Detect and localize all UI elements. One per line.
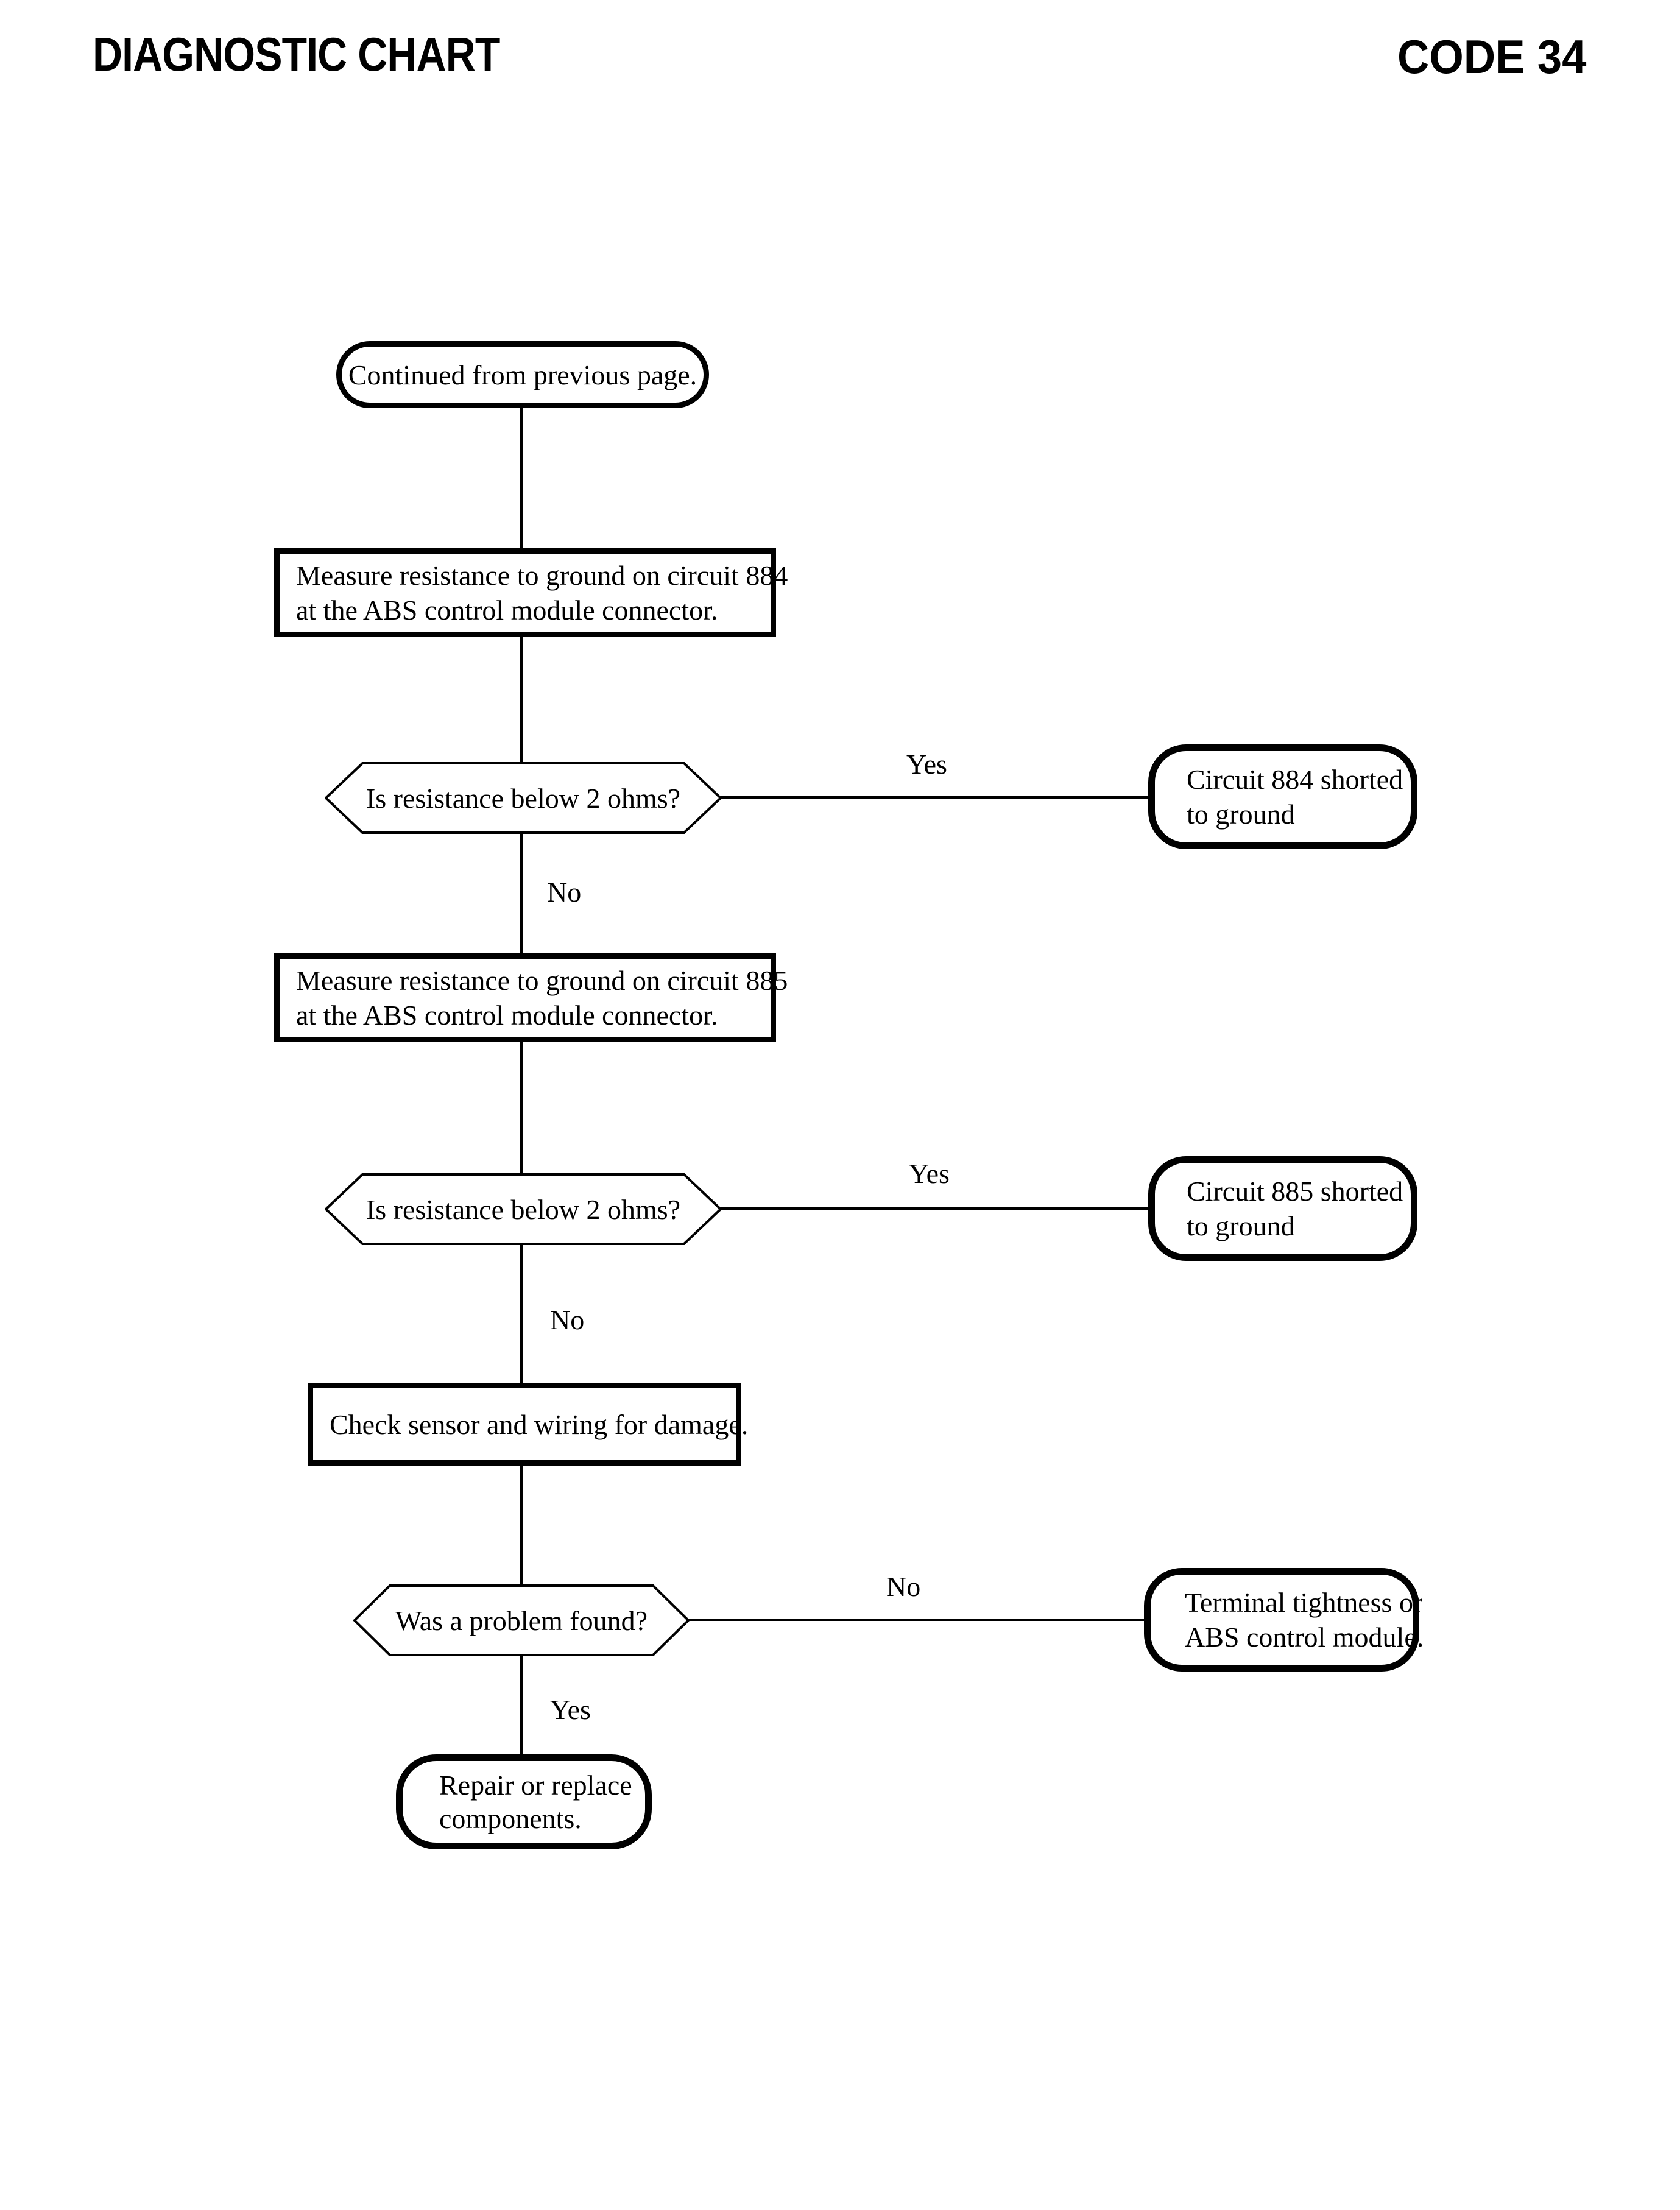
decision-884-question: Is resistance below 2 ohms? [365,782,681,814]
result-terminal-line1: Terminal tightness or [1185,1587,1423,1618]
result-shorted-885 [1148,1156,1417,1261]
no-label-885: No [550,1304,585,1335]
decision-884-hexagon [325,761,722,835]
start-terminator [336,341,709,408]
end-terminator-repair [396,1754,652,1849]
process-measure-885 [274,953,788,1042]
end-terminator-line1: Repair or replace [439,1770,632,1801]
edge-decisionproblem-yes [520,1656,523,1756]
process-measure-884 [274,548,788,637]
yes-label-885: Yes [909,1158,950,1189]
process-measure-884-line1: Measure resistance to ground on circuit 884 [296,560,788,591]
edge-check-to-decisionproblem [520,1464,523,1586]
code-label: CODE 34 [1397,30,1587,83]
no-label-problem: No [886,1571,921,1602]
process-check-wiring [308,1383,749,1466]
process-measure-885-line2: at the ABS control module connector. [296,1000,718,1031]
result-shorted-885-line1: Circuit 885 shorted [1187,1176,1403,1207]
result-shorted-885-line2: to ground [1187,1210,1295,1241]
page-title: DIAGNOSTIC CHART [93,27,500,81]
result-terminal-tightness [1144,1568,1424,1672]
result-shorted-884-line1: Circuit 884 shorted [1187,764,1403,795]
yes-label-884: Yes [906,749,947,780]
edge-measure885-to-decision885 [520,1041,523,1175]
process-check-wiring-text: Check sensor and wiring for damage. [330,1408,749,1440]
result-shorted-884 [1148,744,1417,849]
start-terminator-text: Continued from previous page. [348,359,697,390]
process-measure-884-line2: at the ABS control module connector. [296,595,718,626]
edge-decision885-yes [721,1207,1148,1210]
decision-problem-hexagon [353,1584,690,1657]
edge-start-to-measure884 [520,407,523,552]
process-measure-885-line1: Measure resistance to ground on circuit 885 [296,965,788,996]
edge-decision885-no [520,1244,523,1385]
end-terminator-line2: components. [439,1803,582,1834]
no-label-884: No [547,877,582,908]
decision-885-hexagon [325,1173,722,1246]
edge-decision884-no [520,833,523,955]
decision-885-question: Is resistance below 2 ohms? [365,1193,681,1225]
result-shorted-884-line2: to ground [1187,799,1295,830]
edge-decisionproblem-no [688,1619,1144,1621]
edge-decision884-yes [721,796,1148,799]
yes-label-problem: Yes [550,1694,591,1725]
result-terminal-line2: ABS control module. [1185,1622,1424,1653]
decision-problem-question: Was a problem found? [395,1605,648,1636]
edge-measure884-to-decision884 [520,636,523,764]
